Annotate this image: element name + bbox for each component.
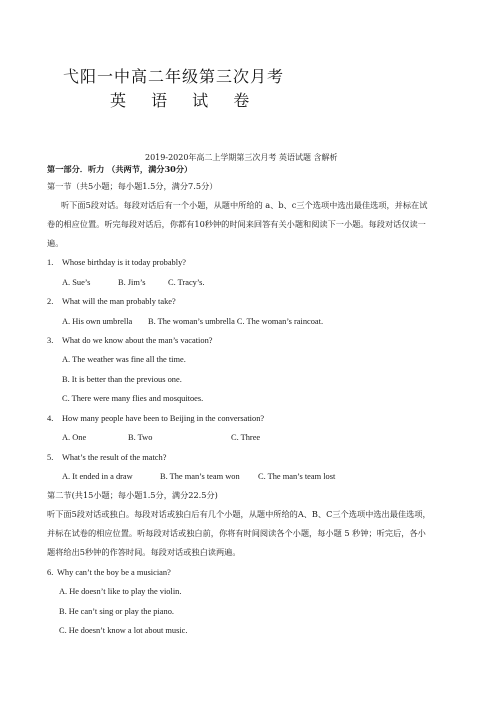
answer-option: B. He can’t sing or play the piano. [59, 607, 174, 616]
answer-option: A. The weather was fine all the time. [62, 355, 186, 364]
answer-option: B. It is better than the previous one. [62, 375, 182, 384]
question-number: 3. [47, 336, 54, 345]
section2-instruction-line: 听下面5段对话或独白。每段对话或独白后有几个小题，从题中所给的A、B、C三个选项中选出最佳选项， [47, 509, 431, 519]
question-text: What will the man probably take? [62, 297, 176, 306]
answer-option: B. Two [128, 433, 153, 442]
answer-option: C. He doesn’t know a lot about music. [59, 626, 188, 635]
question-number: 4. [47, 414, 54, 423]
section1-instruction-line: 卷的相应位置。听完每段对话后，你都有10秒钟的时间来回答有关小题和阅读下一小题。每段对话仅读一 [47, 219, 426, 229]
answer-option: B. The man’s team won [160, 472, 240, 481]
section1-instruction-line: 遍。 [47, 238, 64, 248]
answer-option: C. The man’s team lost [258, 472, 336, 481]
answer-option: A. One [62, 433, 87, 442]
document-title: 2019-2020年高二上学期第三次月考 英语试题 含解析 [145, 153, 338, 162]
subject-title: 英 语 试 卷 [110, 91, 260, 110]
part1-heading: 第一部分．听力 （共两节，满分30分） [47, 164, 193, 174]
answer-option: A. He doesn’t like to play the violin. [59, 587, 182, 596]
question-number: 2. [47, 297, 54, 306]
question-text: How many people have been to Beijing in the conversation? [62, 414, 265, 423]
section2-heading: 第二节(共15小题；每小题1.5分，满分22.5分) [47, 490, 218, 500]
section1-instruction-line: 听下面5段对话。每段对话后有一个小题，从题中所给的 a、b、c三个选项中选出最佳选项，并标在试 [61, 200, 428, 210]
answer-option: A. His own umbrella [62, 317, 133, 326]
answer-option: C. Three [231, 433, 261, 442]
section2-instruction-line: 并标在试卷的相应位置。听每段对话或独白前，你将有时间阅读各个小题，每小题 5 秒钟；听完后，各小 [47, 528, 426, 538]
question-text: What do we know about the man’s vacation? [62, 336, 213, 345]
school-title: 弋阳一中高二年级第三次月考 [63, 67, 285, 86]
question-text: Whose birthday is it today probably? [62, 258, 186, 267]
question-text: Why can’t the boy be a musician? [57, 568, 171, 577]
section2-instruction-line: 题将给出5秒钟的作答时间。每段对话或独白读两遍。 [47, 547, 241, 557]
answer-option: C. Tracy’s. [168, 278, 205, 287]
answer-option: C. There were many flies and mosquitoes. [62, 394, 204, 403]
question-text: What’s the result of the match? [62, 453, 167, 462]
answer-option: B. Jim’s [118, 278, 146, 287]
question-number: 1. [47, 258, 54, 267]
answer-option: A. Sue’s [62, 278, 91, 287]
answer-option: A. It ended in a draw [62, 472, 133, 481]
question-number: 5. [47, 453, 54, 462]
question-number: 6. [47, 568, 54, 577]
answer-option: B. The woman’s umbrella C. The woman’s raincoat. [148, 317, 324, 326]
section1-heading: 第一节（共5小题；每小题1.5分，满分7.5分） [47, 181, 218, 191]
